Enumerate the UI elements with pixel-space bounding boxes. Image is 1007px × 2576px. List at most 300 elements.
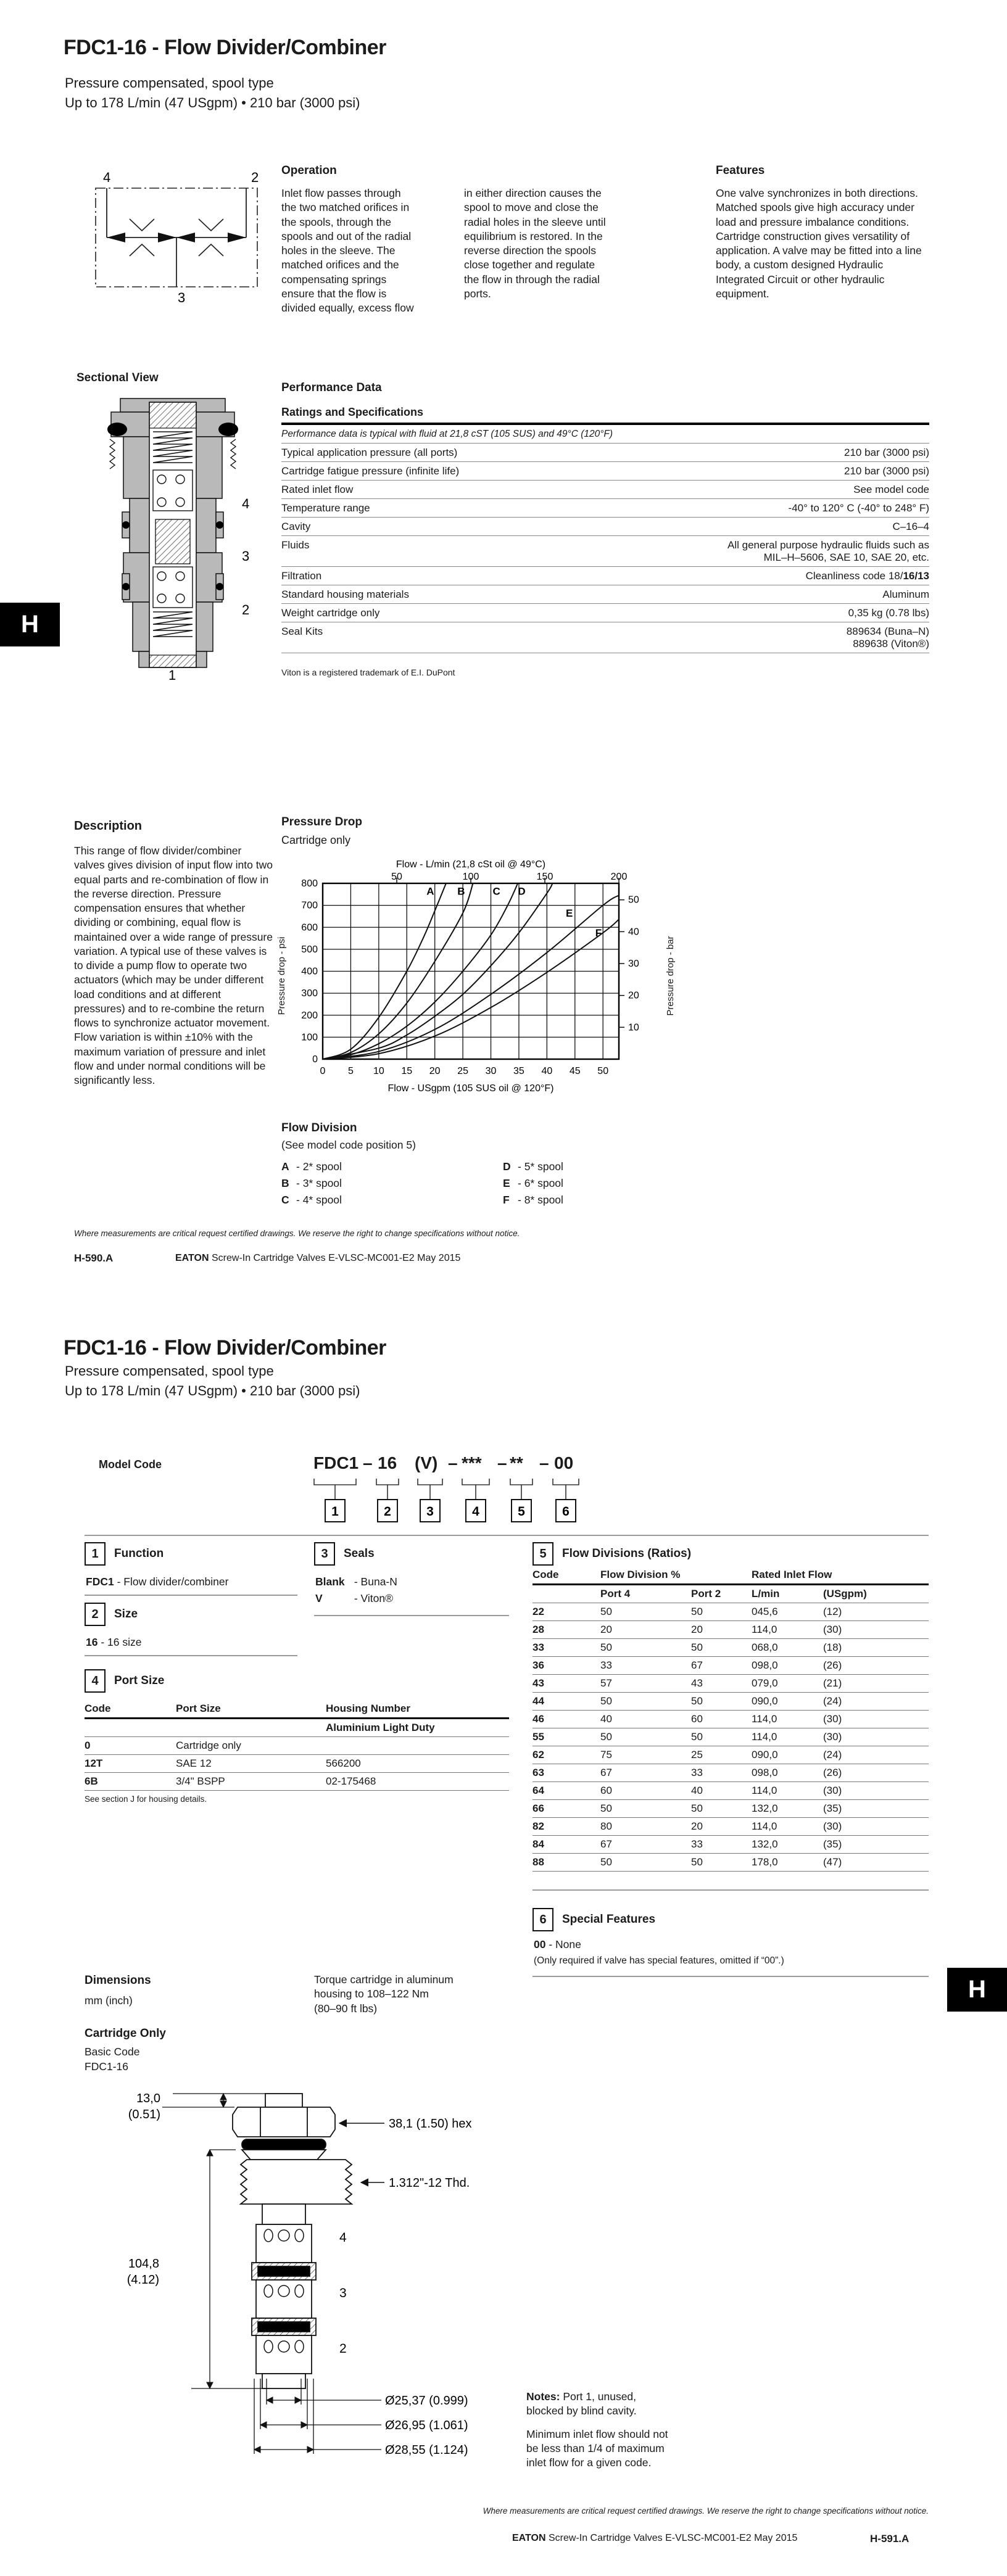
tick-label-bottom: 15 bbox=[401, 1066, 413, 1076]
cell: 25 bbox=[691, 1749, 703, 1761]
section-heading: Size bbox=[114, 1608, 138, 1620]
cell: 20 bbox=[600, 1624, 612, 1635]
pressure-drop-chart bbox=[278, 857, 685, 1104]
row-value: 0,35 kg (0.78 lbs) bbox=[848, 607, 929, 619]
row-value: Cleanliness code 18/16/13 bbox=[805, 570, 929, 582]
cell: 50 bbox=[691, 1802, 703, 1814]
cell: 50 bbox=[600, 1802, 612, 1814]
pressure-drop-subheading: Cartridge only bbox=[281, 834, 351, 846]
model-code-brackets bbox=[309, 1476, 599, 1532]
legend-letter: B bbox=[281, 1177, 289, 1190]
tick-label-bottom: 30 bbox=[485, 1066, 497, 1076]
ratings-table bbox=[281, 406, 929, 653]
cell: 33 bbox=[691, 1838, 703, 1850]
legend-letter: C bbox=[281, 1194, 289, 1207]
cell: 40 bbox=[600, 1713, 612, 1725]
section-heading: Function bbox=[114, 1547, 164, 1560]
model-code-part: 00 bbox=[554, 1453, 574, 1472]
description-heading: Description bbox=[74, 819, 143, 833]
notes-line2: blocked by blind cavity. bbox=[526, 2405, 637, 2417]
cell: 566200 bbox=[326, 1757, 361, 1769]
model-code-part: FDC1 bbox=[313, 1453, 359, 1472]
cell: (30) bbox=[823, 1785, 842, 1796]
row-value: 210 bar (3000 psi) bbox=[844, 465, 929, 477]
tick-label-bottom: 35 bbox=[513, 1066, 524, 1076]
row-value: C–16–4 bbox=[892, 521, 929, 532]
schematic-port-4-label: 4 bbox=[103, 170, 111, 185]
dimensions-units: mm (inch) bbox=[85, 1994, 133, 2007]
page-subtitle-2: Up to 178 L/min (47 USgpm) • 210 bar (3000 psi) bbox=[65, 1383, 360, 1398]
schematic-port-3-label: 3 bbox=[178, 290, 186, 305]
sectional-port-3-label: 3 bbox=[242, 548, 250, 564]
legend-item: B - 3* spool bbox=[281, 1175, 342, 1192]
entry-code: 00 bbox=[534, 1938, 546, 1951]
notes-paragraph: Minimum inlet flow should not be less than 1/4 of maximum inlet flow for a given code. bbox=[526, 2427, 668, 2469]
flow-division-heading: Flow Division bbox=[281, 1121, 357, 1134]
port-3-label: 3 bbox=[339, 2286, 347, 2300]
legend-letter: E bbox=[503, 1177, 510, 1190]
legend-item: C - 4* spool bbox=[281, 1192, 342, 1208]
entry-code: V bbox=[315, 1592, 323, 1604]
tick-label-top: 100 bbox=[462, 872, 479, 882]
page-title: FDC1-16 - Flow Divider/Combiner bbox=[64, 36, 386, 59]
dim-104-8: 104,8 bbox=[128, 2257, 159, 2271]
dim-0-51: (0.51) bbox=[128, 2108, 160, 2121]
subheader-label: Aluminium Light Duty bbox=[326, 1722, 435, 1733]
divider bbox=[533, 1889, 929, 1891]
divider bbox=[314, 1615, 509, 1616]
page-subtitle-1: Pressure compensated, spool type bbox=[65, 75, 274, 91]
dim-dia-28-55: Ø28,55 (1.124) bbox=[385, 2443, 468, 2457]
table-row bbox=[85, 1773, 509, 1791]
row-value: 210 bar (3000 psi) bbox=[844, 447, 929, 458]
model-code-position-number: 4 bbox=[472, 1505, 479, 1519]
row-label: Weight cartridge only bbox=[281, 607, 380, 619]
row-label: Filtration bbox=[281, 570, 322, 582]
section-special-features bbox=[533, 1908, 655, 1931]
row-label: Temperature range bbox=[281, 502, 370, 514]
cell: 098,0 bbox=[752, 1659, 778, 1671]
model-code-bracket bbox=[376, 1479, 399, 1500]
footer-brand: EATON bbox=[175, 1253, 209, 1263]
row-label: Cartridge fatigue pressure (infinite life) bbox=[281, 465, 460, 477]
section-size bbox=[85, 1603, 138, 1626]
cell: 80 bbox=[600, 1820, 612, 1832]
tick-label-bottom: 25 bbox=[457, 1066, 468, 1076]
row-label: Seal Kits bbox=[281, 625, 323, 637]
divider bbox=[85, 1595, 297, 1596]
entry-code: 16 bbox=[86, 1636, 98, 1648]
col-header: (USgpm) bbox=[823, 1588, 867, 1600]
table-row bbox=[533, 1746, 929, 1764]
cell: 02-175468 bbox=[326, 1775, 376, 1787]
cell: 3/4" BSPP bbox=[176, 1775, 225, 1787]
tick-label-top: 150 bbox=[536, 872, 553, 882]
cell: (30) bbox=[823, 1713, 842, 1725]
dim-hex: 38,1 (1.50) hex bbox=[389, 2117, 472, 2131]
row-label: Cavity bbox=[281, 521, 311, 532]
section-number-box: 3 bbox=[314, 1542, 335, 1566]
tick-label-right: 30 bbox=[628, 959, 639, 970]
features-heading: Features bbox=[716, 164, 765, 177]
flow-div-subheader bbox=[533, 1585, 929, 1603]
cell: 132,0 bbox=[752, 1802, 778, 1814]
cell: (26) bbox=[823, 1659, 842, 1671]
legend-item: E - 6* spool bbox=[503, 1175, 563, 1192]
code-entry: FDC1 - Flow divider/combiner bbox=[86, 1575, 229, 1588]
features-text: One valve synchronizes in both directions. Matched spools give high accuracy under load and pressure imbalance conditions. Cartridge construction gives versatility of application. A valve may be fitted into a line body, a custom designed Hydraulic Integrated Circuit or other hydraulic equipment. bbox=[716, 187, 922, 300]
performance-data-heading: Performance Data bbox=[281, 381, 382, 394]
cell: (30) bbox=[823, 1731, 842, 1743]
table-row bbox=[533, 1836, 929, 1854]
tick-label-right: 10 bbox=[628, 1022, 639, 1033]
table-row bbox=[533, 1728, 929, 1746]
table-row bbox=[533, 1657, 929, 1675]
cell: 50 bbox=[691, 1731, 703, 1743]
curve-label-F: F bbox=[595, 927, 602, 939]
dim-dia-25-37: Ø25,37 (0.999) bbox=[385, 2394, 468, 2408]
tick-label-left: 600 bbox=[301, 922, 318, 933]
row-value: Aluminum bbox=[882, 588, 929, 600]
table-row bbox=[533, 1711, 929, 1728]
section-seals bbox=[314, 1542, 375, 1566]
section-tab-h bbox=[947, 1968, 1007, 2012]
basic-code-label: Basic Code bbox=[85, 2046, 140, 2058]
model-code-bracket bbox=[314, 1479, 356, 1500]
table-row bbox=[533, 1854, 929, 1872]
cell: 33 bbox=[691, 1767, 703, 1778]
footer-catalog-line bbox=[175, 1253, 460, 1264]
tick-label-bottom: 20 bbox=[429, 1066, 441, 1076]
cell: 82 bbox=[533, 1820, 544, 1832]
tick-label-bottom: 10 bbox=[373, 1066, 384, 1076]
datasheet-page-2 bbox=[0, 1288, 1007, 2576]
model-code-part: (V) bbox=[415, 1453, 438, 1472]
sectional-port-2-label: 2 bbox=[242, 602, 250, 617]
table-row bbox=[533, 1639, 929, 1657]
tick-label-left: 300 bbox=[301, 988, 318, 999]
tick-label-left: 0 bbox=[312, 1054, 318, 1065]
tick-label-left: 200 bbox=[301, 1010, 318, 1021]
flow-division-legend-col1 bbox=[281, 1158, 342, 1208]
cell: (35) bbox=[823, 1802, 842, 1814]
tick-label-bottom: 45 bbox=[569, 1066, 581, 1076]
section-number-box: 2 bbox=[85, 1603, 106, 1626]
cell: SAE 12 bbox=[176, 1757, 212, 1769]
footer-page-number: H-590.A bbox=[74, 1252, 114, 1264]
section-number-box: 4 bbox=[85, 1669, 106, 1693]
cell: 46 bbox=[533, 1713, 544, 1725]
cell: 64 bbox=[533, 1785, 544, 1796]
cell: 22 bbox=[533, 1606, 544, 1617]
cell: 20 bbox=[691, 1820, 703, 1832]
col-header: Code bbox=[85, 1703, 111, 1714]
notes-line1: Port 1, unused, bbox=[563, 2390, 637, 2403]
tick-label-bottom: 40 bbox=[541, 1066, 553, 1076]
tick-label-bottom: 0 bbox=[320, 1066, 326, 1076]
col-header: L/min bbox=[752, 1588, 780, 1600]
tick-label-left: 400 bbox=[301, 966, 318, 977]
cell: 40 bbox=[691, 1785, 703, 1796]
cell: 67 bbox=[691, 1659, 703, 1671]
cell: (35) bbox=[823, 1838, 842, 1850]
cell: (26) bbox=[823, 1767, 842, 1778]
model-code-bracket bbox=[462, 1479, 489, 1500]
legend-letter: D bbox=[503, 1160, 511, 1173]
section-heading: Seals bbox=[344, 1547, 375, 1560]
row-label: Standard housing materials bbox=[281, 588, 409, 600]
model-code-label: Model Code bbox=[99, 1458, 162, 1471]
cell: 57 bbox=[600, 1677, 612, 1689]
port-size-rows bbox=[85, 1737, 509, 1791]
section-heading: Port Size bbox=[114, 1674, 165, 1687]
cell: 60 bbox=[691, 1713, 703, 1725]
page-title: FDC1-16 - Flow Divider/Combiner bbox=[64, 1336, 386, 1360]
port-2-label: 2 bbox=[339, 2342, 347, 2356]
notes-block bbox=[526, 2390, 730, 2470]
footer-catalog-line bbox=[512, 2533, 797, 2544]
footer-disclaimer: Where measurements are critical request certified drawings. We reserve the right to change specifications without notice. bbox=[74, 1229, 520, 1238]
cell: 43 bbox=[533, 1677, 544, 1689]
curve-F bbox=[323, 920, 619, 1059]
seals-entries bbox=[315, 1572, 397, 1605]
curve-label-E: E bbox=[566, 907, 573, 920]
operation-text-col2: in either direction causes the spool to move and close the radial holes in the sleeve until equilibrium is restored. In the reverse direction the spools close together and regulate the flow in through the radial ports. bbox=[464, 187, 606, 300]
cell: 098,0 bbox=[752, 1767, 778, 1778]
section-tab-letter: H bbox=[21, 611, 39, 638]
dim-thread: 1.312"-12 Thd. bbox=[389, 2176, 470, 2190]
section-tab-h bbox=[0, 603, 60, 646]
section-heading: Flow Divisions (Ratios) bbox=[562, 1547, 692, 1560]
row-label: Rated inlet flow bbox=[281, 484, 354, 495]
cell: 12T bbox=[85, 1757, 103, 1769]
col-header: Rated Inlet Flow bbox=[752, 1569, 832, 1580]
ratings-table-title: Ratings and Specifications bbox=[281, 406, 929, 425]
sectional-port-1-label: 1 bbox=[168, 667, 176, 681]
code-entry: 00 - None bbox=[534, 1938, 581, 1951]
cell: 67 bbox=[600, 1767, 612, 1778]
footer-page-number: H-591.A bbox=[870, 2533, 910, 2545]
model-code-part: ** bbox=[510, 1453, 523, 1472]
port-size-subheader bbox=[85, 1719, 509, 1737]
chart-top-axis-title: Flow - L/min (21,8 cSt oil @ 49°C) bbox=[396, 859, 546, 870]
legend-item: F - 8* spool bbox=[503, 1192, 563, 1208]
row-label: Fluids bbox=[281, 539, 310, 551]
model-code-divider bbox=[85, 1535, 929, 1536]
function-entries bbox=[86, 1572, 228, 1588]
chart-ylabel-left: Pressure drop - psi bbox=[276, 936, 287, 1015]
legend-item: D - 5* spool bbox=[503, 1158, 563, 1175]
table-row bbox=[85, 1755, 509, 1773]
entry-code: FDC1 bbox=[86, 1575, 114, 1588]
dim-4-12: (4.12) bbox=[126, 2273, 159, 2287]
size-entries bbox=[86, 1632, 141, 1649]
tick-label-right: 50 bbox=[628, 894, 639, 906]
table-row bbox=[533, 1782, 929, 1800]
table-row bbox=[281, 481, 929, 499]
schematic-port-2-label: 2 bbox=[251, 170, 259, 185]
table-row bbox=[533, 1764, 929, 1782]
model-code-part: *** bbox=[462, 1453, 482, 1472]
cell: (18) bbox=[823, 1641, 842, 1653]
col-header: Housing Number bbox=[326, 1703, 410, 1714]
divider bbox=[85, 1655, 297, 1656]
chart-bottom-axis-title: Flow - USgpm (105 SUS oil @ 120°F) bbox=[387, 1083, 554, 1094]
operation-heading: Operation bbox=[281, 164, 337, 177]
cell: 50 bbox=[600, 1695, 612, 1707]
tick-label-right: 20 bbox=[628, 990, 639, 1001]
cell: 50 bbox=[600, 1856, 612, 1868]
cell: 045,6 bbox=[752, 1606, 778, 1617]
cell: 88 bbox=[533, 1856, 544, 1868]
cell: 50 bbox=[691, 1856, 703, 1868]
tick-label-left: 700 bbox=[301, 900, 318, 911]
ratings-table-note: Performance data is typical with fluid at 21,8 cST (105 SUS) and 49°C (120°F) bbox=[281, 425, 929, 444]
tick-label-top: 200 bbox=[610, 872, 628, 882]
operation-text-col1: Inlet flow passes through the two matched orifices in the spools, through the spools and out of the radial holes in the sleeve. The matched orifices and the compensating springs ensure that the flow is divided equally, excess flow bbox=[281, 187, 414, 315]
cell: (21) bbox=[823, 1677, 842, 1689]
model-code-position-number: 5 bbox=[518, 1505, 525, 1519]
model-code-part: 16 bbox=[378, 1453, 397, 1472]
row-value: -40° to 120° C (-40° to 248° F) bbox=[788, 502, 929, 514]
entry-code: Blank bbox=[315, 1575, 345, 1588]
flow-division-legend-col2 bbox=[503, 1158, 563, 1208]
sectional-port-4-label: 4 bbox=[242, 496, 250, 511]
cartridge-dimension-drawing bbox=[80, 2089, 524, 2465]
cell: 50 bbox=[600, 1731, 612, 1743]
table-row bbox=[533, 1621, 929, 1639]
table-row bbox=[533, 1693, 929, 1711]
cell: 068,0 bbox=[752, 1641, 778, 1653]
special-features-entries bbox=[534, 1934, 581, 1951]
footer-catalog-text: Screw-In Cartridge Valves E-VLSC-MC001-E2 May 2015 bbox=[211, 1253, 461, 1263]
cell: 0 bbox=[85, 1740, 91, 1751]
torque-note: Torque cartridge in aluminum housing to 108–122 Nm (80–90 ft lbs) bbox=[314, 1973, 454, 2015]
sectional-view-heading: Sectional View bbox=[77, 371, 159, 384]
page-subtitle-1: Pressure compensated, spool type bbox=[65, 1363, 274, 1379]
model-code-bracket bbox=[510, 1479, 533, 1500]
cell: 62 bbox=[533, 1749, 544, 1761]
cell: 28 bbox=[533, 1624, 544, 1635]
section-function bbox=[85, 1542, 164, 1566]
cell: 50 bbox=[691, 1606, 703, 1617]
col-header: Flow Division % bbox=[600, 1569, 681, 1580]
model-code-bracket bbox=[553, 1479, 579, 1500]
tick-label-top: 50 bbox=[391, 872, 402, 882]
table-row bbox=[281, 622, 929, 653]
cell: 079,0 bbox=[752, 1677, 778, 1689]
curve-label-A: A bbox=[426, 885, 434, 898]
viton-footnote: Viton is a registered trademark of E.I. DuPont bbox=[281, 667, 455, 677]
port-4-label: 4 bbox=[339, 2231, 347, 2245]
section-heading: Special Features bbox=[562, 1913, 656, 1926]
table-row bbox=[281, 585, 929, 604]
cell: 75 bbox=[600, 1749, 612, 1761]
model-code-position-number: 3 bbox=[426, 1505, 434, 1519]
cartridge-only-heading: Cartridge Only bbox=[85, 2027, 166, 2040]
table-row bbox=[533, 1818, 929, 1836]
cell: 33 bbox=[600, 1659, 612, 1671]
table-row bbox=[533, 1675, 929, 1693]
cell: 44 bbox=[533, 1695, 544, 1707]
legend-letter: F bbox=[503, 1194, 510, 1207]
cell: 55 bbox=[533, 1731, 544, 1743]
flow-divisions-table bbox=[533, 1569, 929, 1872]
pressure-drop-heading: Pressure Drop bbox=[281, 815, 362, 828]
cell: 84 bbox=[533, 1838, 544, 1850]
table-row bbox=[533, 1603, 929, 1621]
cell: 090,0 bbox=[752, 1695, 778, 1707]
chart-ylabel-right: Pressure drop - bar bbox=[665, 936, 676, 1016]
cell: 67 bbox=[600, 1838, 612, 1850]
tick-label-bottom: 5 bbox=[347, 1066, 354, 1076]
curve-label-D: D bbox=[518, 885, 526, 898]
table-row bbox=[85, 1737, 509, 1755]
row-label: Typical application pressure (all ports) bbox=[281, 447, 458, 458]
section-port-size bbox=[85, 1669, 164, 1693]
legend-letter: A bbox=[281, 1160, 289, 1173]
page-subtitle-2: Up to 178 L/min (47 USgpm) • 210 bar (3000 psi) bbox=[65, 95, 360, 110]
model-code-part: – bbox=[448, 1453, 458, 1472]
section-number-box: 1 bbox=[85, 1542, 106, 1566]
tick-label-right: 40 bbox=[628, 927, 639, 938]
cell: 36 bbox=[533, 1659, 544, 1671]
table-row bbox=[281, 518, 929, 536]
curve-label-B: B bbox=[457, 885, 465, 898]
table-row bbox=[281, 444, 929, 462]
col-header: Port 2 bbox=[691, 1588, 721, 1600]
cell: 66 bbox=[533, 1802, 544, 1814]
code-entry: V - Viton® bbox=[315, 1592, 394, 1604]
row-value: All general purpose hydraulic fluids such as MIL–H–5606, SAE 10, SAE 20, etc. bbox=[727, 539, 929, 563]
tick-label-left: 500 bbox=[301, 944, 318, 955]
cell: 50 bbox=[691, 1695, 703, 1707]
section-flow-divisions bbox=[533, 1542, 691, 1566]
cell: 63 bbox=[533, 1767, 544, 1778]
cell: 43 bbox=[691, 1677, 703, 1689]
table-row bbox=[281, 462, 929, 481]
model-code-position-number: 6 bbox=[562, 1505, 570, 1519]
divider bbox=[533, 1976, 929, 1977]
cell: (24) bbox=[823, 1695, 842, 1707]
ratings-table-rows bbox=[281, 444, 929, 653]
cell: (24) bbox=[823, 1749, 842, 1761]
footer-disclaimer: Where measurements are critical request certified drawings. We reserve the right to change specifications without notice. bbox=[483, 2506, 929, 2516]
footer-brand: EATON bbox=[512, 2533, 546, 2543]
description-text: This range of flow divider/combiner valves gives division of input flow into two equal parts and re-combination of flow in the reverse direction. Pressure compensation ensures that whether dividing or combining, equal flow is maintained over a wide range of pressure variation. A typical use of these valves is to divide a pump flow to operate two actuators (which may be under different load conditions and at different pressures) and to re-combine the return flows to synchronize actuator movement. Flow variation is within ±10% with the maximum variation of pressure and inlet flow and under normal conditions will be significantly less. bbox=[74, 844, 273, 1087]
special-features-note: (Only required if valve has special features, omitted if “00”.) bbox=[534, 1955, 784, 1966]
cell: 090,0 bbox=[752, 1749, 778, 1761]
dimensions-heading: Dimensions bbox=[85, 1974, 151, 1987]
section-tab-letter: H bbox=[968, 1976, 986, 2003]
port-size-note: See section J for housing details. bbox=[85, 1794, 207, 1804]
cell: 6B bbox=[85, 1775, 98, 1787]
model-code-position-number: 2 bbox=[384, 1505, 391, 1519]
flow-divisions-rows bbox=[533, 1603, 929, 1872]
table-row bbox=[281, 536, 929, 567]
row-value: 889634 (Buna–N) 889638 (Viton®) bbox=[846, 625, 929, 650]
cell: 50 bbox=[600, 1641, 612, 1653]
model-code-part: – bbox=[539, 1453, 549, 1472]
col-header: Port Size bbox=[176, 1703, 221, 1714]
cell: 178,0 bbox=[752, 1856, 778, 1868]
port-size-table bbox=[85, 1703, 509, 1804]
cell: (30) bbox=[823, 1820, 842, 1832]
cell: 50 bbox=[600, 1606, 612, 1617]
footer-catalog-text: Screw-In Cartridge Valves E-VLSC-MC001-E2 May 2015 bbox=[548, 2533, 798, 2543]
sectional-view-drawing bbox=[86, 391, 271, 681]
basic-code-value: FDC1-16 bbox=[85, 2060, 128, 2073]
